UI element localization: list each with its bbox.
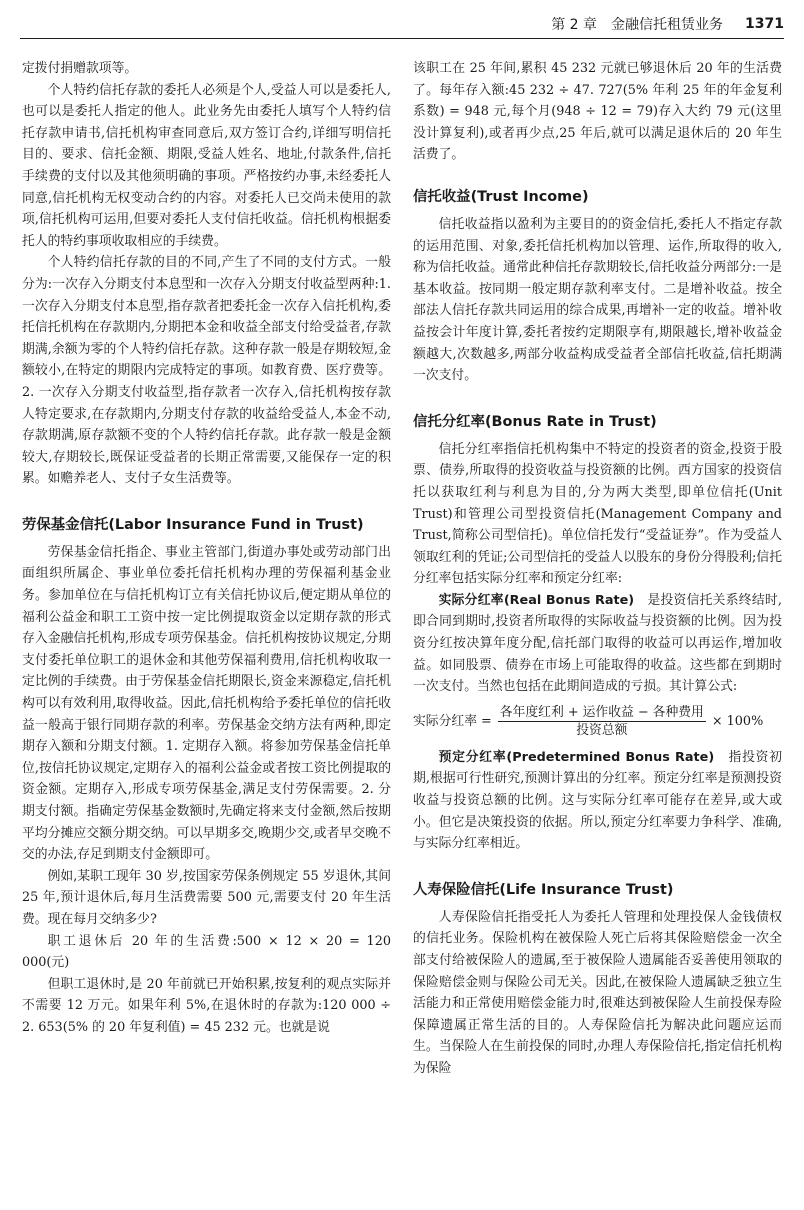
section-heading-life-insurance: 人寿保险信托(Life Insurance Trust): [413, 881, 674, 898]
paragraph: 例如,某职工现年 30 岁,按国家劳保条例规定 55 岁退休,其间 25 年,预计退休后,每月生活费需要 500 元,需要支付 20 年生活费。现在每月交纳多少?: [22, 868, 391, 927]
paragraph: 人寿保险信托指受托人为委托人管理和处理投保人金钱债权的信托业务。保险机构在被保险人死亡后将其保险赔偿金一次全部支付给被保险人的遗属,至于被保险人遗属能否妥善使用领取的保险赔偿金则与保险公司无关。因此,在被保险人遗属缺乏独立生活能力和正常使用赔偿金能力时,很难达到被保险人生前投保寿险保障遗属正常生活的目的。人寿保险信托为解决此问题应运而生。当保险人在生前投保的同时,办理人寿保险信托,指定信托机构为保险: [413, 909, 782, 1076]
left-column: [22, 58, 391, 1202]
paragraph: [413, 747, 782, 855]
formula-fraction: [498, 704, 706, 739]
formula-numerator: 各年度红利 + 运作收益 − 各种费用: [499, 704, 704, 720]
term-predetermined-bonus-rate: 预定分红率(Predetermined Bonus Rate): [438, 749, 715, 765]
paragraph: [413, 590, 782, 698]
right-column: [413, 58, 782, 1202]
section-heading-bonus-rate: 信托分红率(Bonus Rate in Trust): [413, 413, 657, 430]
bonus-rate-formula: [413, 704, 782, 739]
paragraph: 个人特约信托存款的委托人必须是个人,受益人可以是委托人,也可以是委托人指定的他人。此业务先由委托人填写个人特约信托存款申请书,信托机构审查同意后,双方签订合约,详细写明信托目的、要求、信托金额、期限,受益人姓名、地址,付款条件,信托手续费的支付以及其他须明确的事项。严格按约办事,未经委托人同意,信托机构无权变动合约的内容。对委托人已交尚未使用的款项,信托机构可运用,但要对委托人支付信托收益。信托机构根据委托人的特约事项收取相应的手续费。: [22, 82, 391, 249]
term-definition: 指投资初期,根据可行性研究,预测计算出的分红率。预定分红率是预测投资收益与投资总额的比例。这与实际分红率可能存在差异,或大或小。但它是决策投资的依据。所以,预定分红率要力争科学、准确,与实际分红率相近。: [413, 749, 782, 852]
paragraph: 信托分红率指信托机构集中不特定的投资者的资金,投资于股票、债券,所取得的投资收益与投资额的比例。西方国家的投资信托以获取红利与利息为目的,分为两大类型,即单位信托(Unit Trust)和管理公司型投资信托(Management Company and Trust,简称公司型信托)。单位信托发行“受益证券”。作为受益人领取红利的凭证;公司型信托的受益人以股东的身份分得股利;信托分红率包括实际分红率和预定分红率:: [413, 441, 782, 587]
formula-denominator: 投资总额: [576, 722, 628, 738]
term-real-bonus-rate: 实际分红率(Real Bonus Rate): [438, 592, 635, 608]
term-definition: 是投资信托关系终结时,即合同到期时,投资者所取得的实际收益与投资额的比例。因为投资分红按决算年度分配,信托部门取得的收益可以再运作,增加收益。如同股票、债券在市场上可能取得的收益。这些都在到期时一次支付。当然也包括在此期间造成的亏损。其计算公式:: [413, 592, 782, 695]
page-number: 1371: [745, 16, 784, 32]
paragraph: 定拨付捐赠款项等。: [22, 61, 138, 76]
section-heading-trust-income: 信托收益(Trust Income): [413, 188, 589, 205]
paragraph: 信托收益指以盈利为主要目的的资金信托,委托人不指定存款的运用范围、对象,委托信托机构加以管理、运作,所取得的收入,称为信托收益。通常此种信托存款期较长,信托收益分两部分:一是基本收益。按同期一般定期存款利率支付。二是增补收益。按全部法人信托存款共同运用的综合成果,再增补一定的收益。增补收益按会计年度计算,委托者按约定期限享有,期限越长,增补收益金额越大,次数越多,两部分收益构成受益者全部信托收益,信托期满一次支付。: [413, 216, 782, 384]
chapter-title: 第 2 章 金融信托租赁业务: [551, 17, 724, 33]
page-header: [20, 10, 784, 39]
paragraph: 但职工退休时,是 20 年前就已开始积累,按复利的观点实际并不需要 12 万元。如果年利 5%,在退休时的存款为:120 000 ÷ 2. 653(5% 的 20 年复利值) = 45 232 元。也就是说: [22, 976, 391, 1035]
section-heading-labor-insurance: 劳保基金信托(Labor Insurance Fund in Trust): [22, 516, 364, 533]
formula-lhs: 实际分红率 =: [413, 713, 492, 729]
paragraph: 职工退休后 20 年的生活费:500 × 12 × 20 = 120 000(元): [22, 933, 391, 971]
paragraph: 劳保基金信托指企、事业主管部门,街道办事处或劳动部门出面组织所属企、事业单位委托信托机构办理的劳保福利基金业务。参加单位在与信托机构订立有关信托协议后,便定期从单位的福利公益金和职工工资中按一定比例提取资金以定期存款的形式存入金融信托机构,形成专项劳保基金。信托机构按协议规定,分期支付委托单位职工的退休金和其他劳保福利费用,信托机构收取一定比例的手续费。由于劳保基金信托期限长,资金来源稳定,信托机构可以有效利用,取得收益。因此,信托机构给予委托单位的信托收益一般高于银行同期存款的利率。劳保基金交纳方法有两种,即定期存入额和分期支付额。1. 定期存入额。将参加劳保基金信托单位,按信托协议规定,定期存入的福利公益金或者按工资比例提取的资金额。定期存入,形成专项劳保基金,满足支付劳保需要。2. 分期支付额。指确定劳保基金数额时,先确定将来支付金额,然后按期平均分摊应交额分期交纳。可以早期多交,晚期少交,或者早交晚不交的办法,存足到期支付金额即可。: [22, 544, 391, 863]
paragraph: 该职工在 25 年间,累积 45 232 元就已够退休后 20 年的生活费了。每年存入额:45 232 ÷ 47. 727(5% 年利 25 年的年金复利系数) = 948 元,每个月(948 ÷ 12 = 79)存入大约 79 元(这里没计算复利),或者再少点,25 年后,就可以满足退休后的 20 年生活费了。: [413, 61, 782, 163]
formula-suffix: × 100%: [711, 713, 764, 729]
paragraph: 个人特约信托存款的目的不同,产生了不同的支付方式。一般分为:一次存入分期支付本息型和一次存入分期支付收益型两种:1. 一次存入分期支付本息型,指存款者把委托金一次存入信托机构,委托信托机构在存款期内,分期把本金和收益全部支付给受益者,存款期满,余额为零的个人特约信托存款。这种存款一般是存期较短,金额较小,在特定的期限内完成特定的事项。如教育费、医疗费等。2. 一次存入分期支付收益型,指存款者一次存入,信托机构按存款人特定要求,在存款期内,分期支付存款的收益给受益人,本金不动,存款期满,原存款额不变的个人特约信托存款。此存款一般是金额较大,存期较长,既保证受益者的长期正常需要,又能保存一定的积累。如赡养老人、支付子女生活费等。: [22, 255, 391, 487]
